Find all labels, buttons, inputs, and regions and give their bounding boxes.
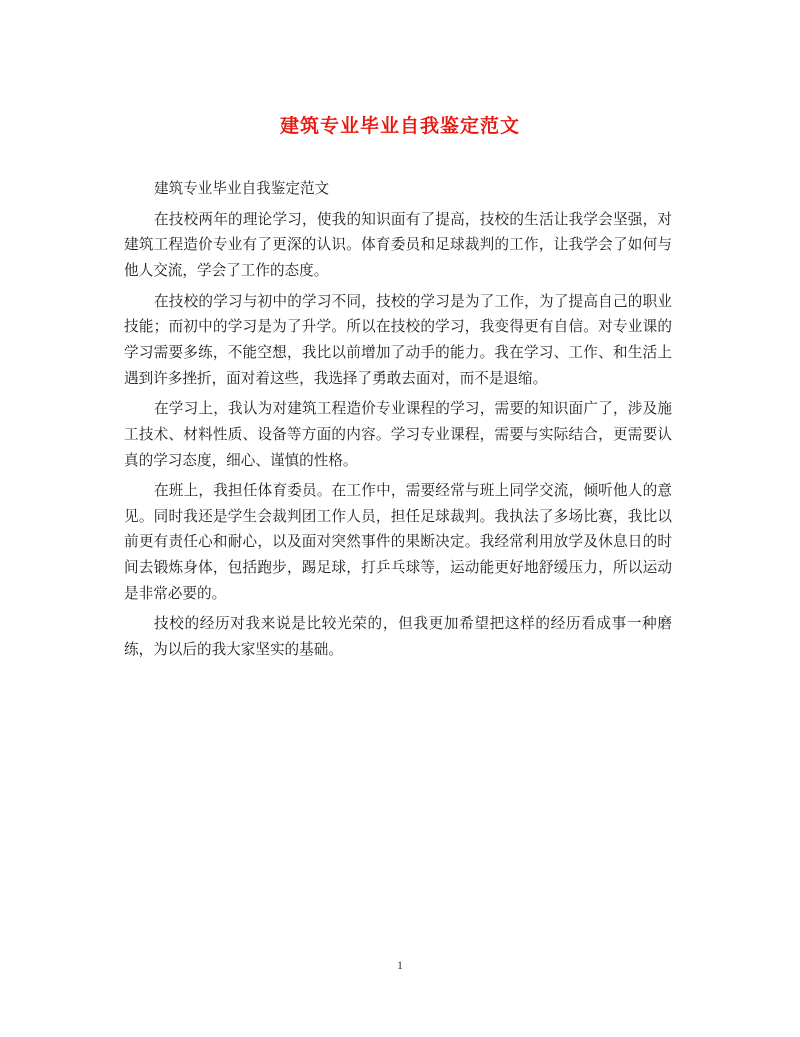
document-body: [124, 176, 672, 668]
document-subtitle: 建筑专业毕业自我鉴定范文: [154, 180, 330, 197]
document-title: 建筑专业毕业自我鉴定范文: [279, 115, 520, 137]
page-number: 1: [397, 958, 403, 972]
paragraph-2: 在技校的学习与初中的学习不同，技校的学习是为了工作，为了提高自己的职业技能；而初中的学习是为了升学。所以在技校的学习，我变得更有自信。对专业课的学习需要多练，不能空想，我比以前增加了动手的能力。我在学习、工作、和生活上遇到许多挫折，面对着这些，我选择了勇敢去面对，而不是退缩。: [124, 292, 672, 387]
paragraph-1: 在技校两年的理论学习，使我的知识面有了提高，技校的生活让我学会坚强，对建筑工程造价专业有了更深的认识。体育委员和足球裁判的工作，让我学会了如何与他人交流，学会了工作的态度。: [124, 210, 672, 279]
paragraph-4: 在班上，我担任体育委员。在工作中，需要经常与班上同学交流，倾听他人的意见。同时我还是学生会裁判团工作人员，担任足球裁判。我执法了多场比赛，我比以前更有责任心和耐心，以及面对突然事件的果断决定。我经常利用放学及休息日的时间去锻炼身体，包括跑步，踢足球，打乒乓球等，运动能更好地舒缓压力，所以运动是非常必要的。: [124, 482, 672, 602]
paragraph-3: 在学习上，我认为对建筑工程造价专业课程的学习，需要的知识面广了，涉及施工技术、材料性质、设备等方面的内容。学习专业课程，需要与实际结合，更需要认真的学习态度，细心、谨慎的性格。: [124, 400, 672, 469]
paragraph-5: 技校的经历对我来说是比较光荣的，但我更加希望把这样的经历看成事一种磨练，为以后的我大家坚实的基础。: [124, 615, 672, 659]
